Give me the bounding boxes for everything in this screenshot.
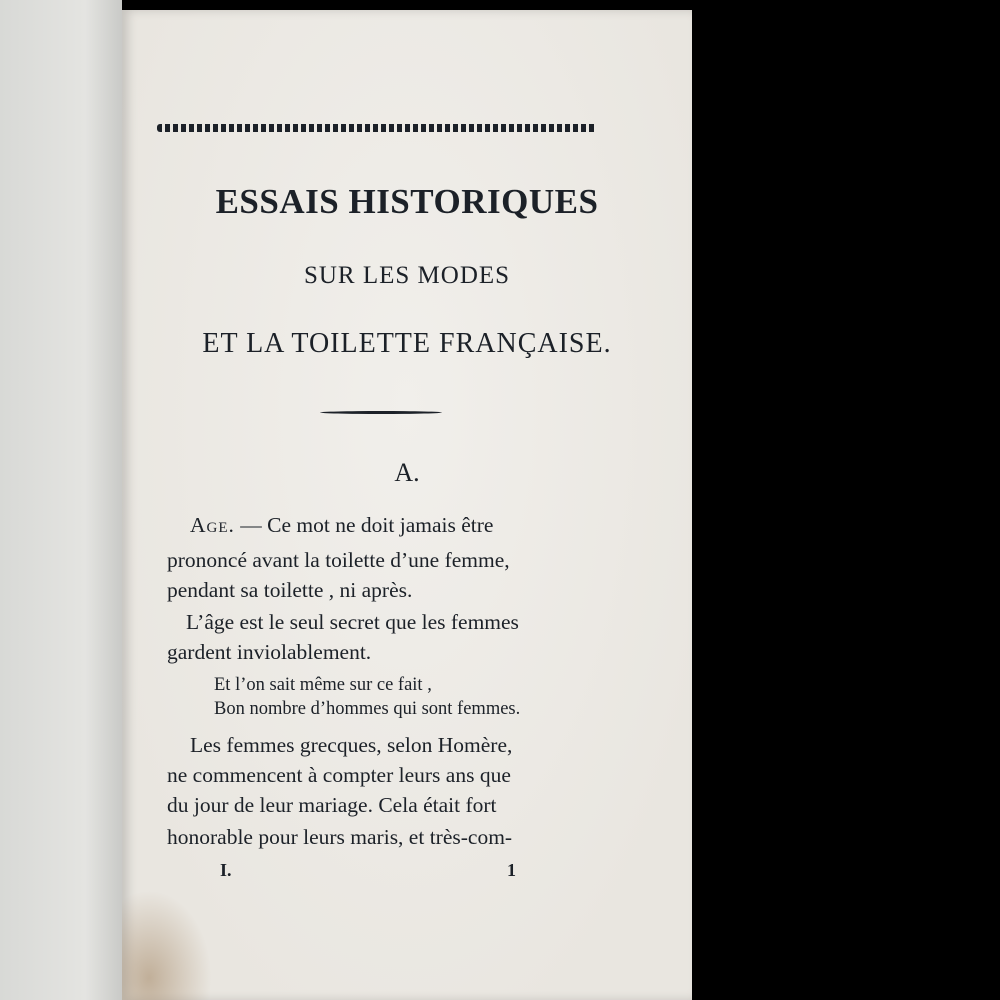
body-line: L’âge est le seul secret que les femmes: [186, 610, 519, 634]
signature-number: 1: [507, 860, 516, 880]
body-line: gardent inviolablement.: [167, 640, 372, 664]
middle-ornament-rule: [320, 411, 442, 414]
section-letter: A.: [394, 458, 420, 487]
body-line: ne commencent à compter leurs ans que: [167, 763, 511, 787]
body-line: Les femmes grecques, selon Homère,: [190, 733, 513, 757]
body-line: prononcé avant la toilette d’une femme,: [167, 548, 510, 572]
page-stain: [122, 890, 212, 1000]
top-ornament-rule: [157, 124, 597, 132]
page-title: ESSAIS HISTORIQUES: [215, 182, 599, 221]
body-line: honorable pour leurs maris, et très-com-: [167, 825, 513, 849]
verse-line: Et l’on sait même sur ce fait ,: [214, 675, 432, 695]
body-line: pendant sa toilette , ni après.: [167, 578, 413, 602]
verse-line: Bon nombre d’hommes qui sont femmes.: [214, 699, 521, 719]
book-page: [122, 10, 692, 1000]
subtitle-line-1: SUR LES MODES: [303, 262, 511, 289]
body-text: — Ce mot ne doit jamais être: [234, 513, 494, 537]
entry-term: Age.: [190, 513, 235, 537]
subtitle-line-2: ET LA TOILETTE FRANÇAISE.: [202, 328, 612, 359]
facing-page: [0, 0, 122, 1000]
body-line: [190, 513, 493, 538]
body-line: du jour de leur mariage. Cela était fort: [167, 793, 497, 817]
signature-mark: I.: [220, 860, 232, 880]
